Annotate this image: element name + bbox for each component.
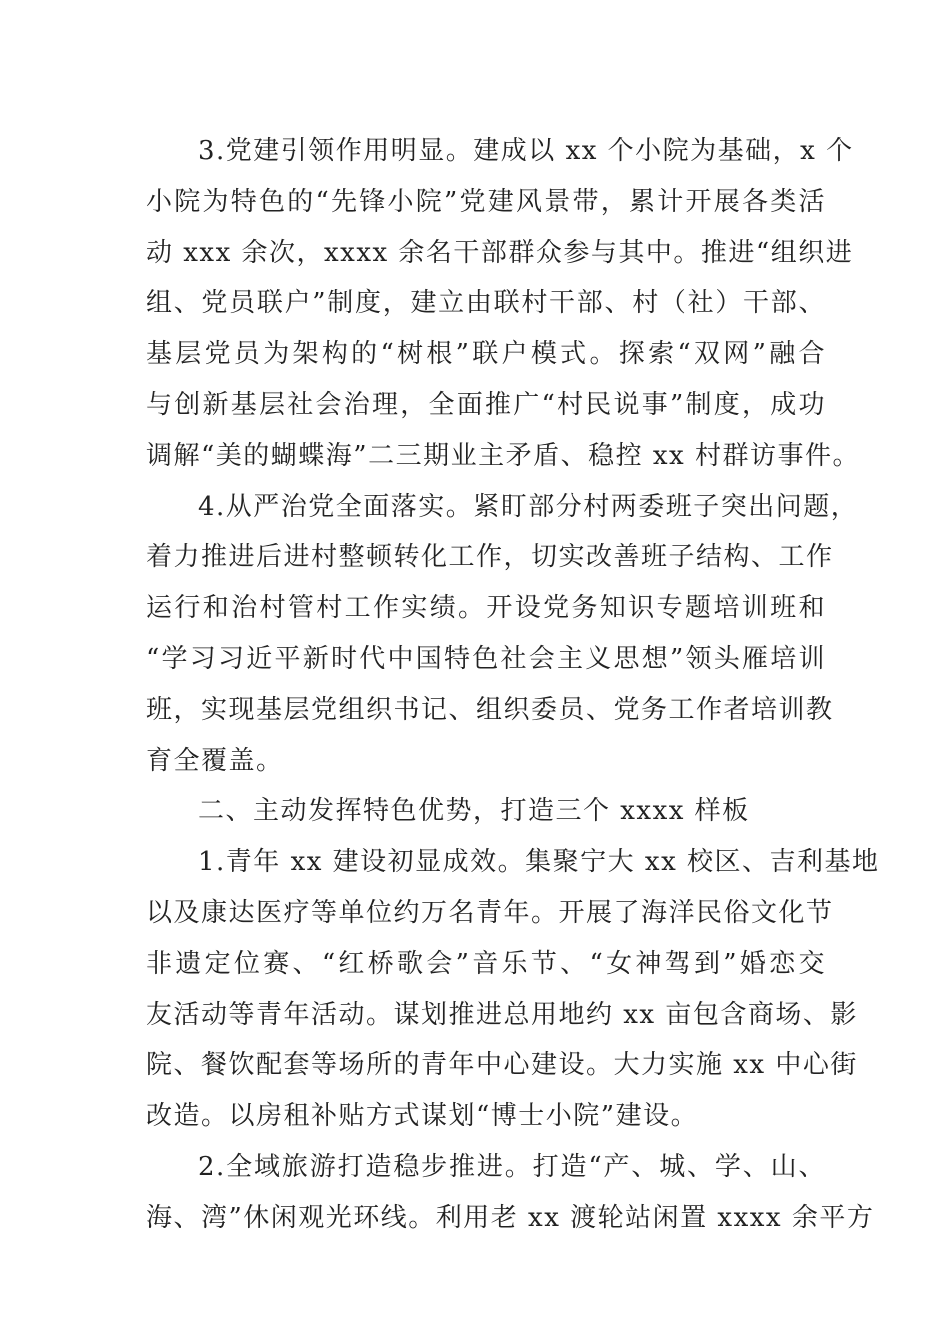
paragraph-1-line-1: 1.青年 xx 建设初显成效。集聚宁大 xx 校区、吉利基地: [198, 847, 880, 878]
paragraph-2-line-2: 海、湾”休闲观光环线。利用老 xx 渡轮站闲置 xxxx 余平方: [146, 1202, 875, 1233]
paragraph-2-line-1: 2.全域旅游打造稳步推进。打造“产、城、学、山、: [198, 1151, 826, 1182]
paragraph-3-line-2: 小院为特色的“先锋小院”党建风景带，累计开展各类活: [146, 186, 826, 217]
paragraph-4-line-6: 育全覆盖。: [146, 745, 284, 776]
paragraph-4-line-5: 班，实现基层党组织书记、组织委员、党务工作者培训教: [146, 694, 834, 725]
paragraph-1-line-4: 友活动等青年活动。谋划推进总用地约 xx 亩包含商场、影: [146, 999, 858, 1030]
paragraph-1-line-3: 非遗定位赛、“红桥歌会”音乐节、“女神驾到”婚恋交: [146, 948, 826, 979]
paragraph-4-line-2: 着力推进后进村整顿转化工作，切实改善班子结构、工作: [146, 542, 834, 573]
document-body: [146, 126, 880, 1244]
paragraph-1-line-6: 改造。以房租补贴方式谋划“博士小院”建设。: [146, 1101, 699, 1132]
paragraph-3-line-6: 与创新基层社会治理，全面推广“村民说事”制度，成功: [146, 389, 826, 420]
paragraph-3-line-4: 组、党员联户”制度，建立由联村干部、村（社）干部、: [146, 288, 826, 319]
paragraph-4-line-3: 运行和治村管村工作实绩。开设党务知识专题培训班和: [146, 593, 826, 624]
paragraph-4-line-1: 4.从严治党全面落实。紧盯部分村两委班子突出问题，: [198, 491, 859, 522]
paragraph-1-line-2: 以及康达医疗等单位约万名青年。开展了海洋民俗文化节: [146, 897, 834, 928]
paragraph-3-line-1: 3.党建引领作用明显。建成以 xx 个小院为基础，x 个: [198, 136, 854, 166]
paragraph-4-line-4: “学习习近平新时代中国特色社会主义思想”领头雁培训: [146, 643, 826, 674]
paragraph-3-line-3: 动 xxx 余次，xxxx 余名干部群众参与其中。推进“组织进: [146, 237, 854, 268]
paragraph-3-line-7: 调解“美的蝴蝶海”二三期业主矛盾、稳控 xx 村群访事件。: [146, 440, 860, 471]
section-heading: 二、主动发挥特色优势，打造三个 xxxx 样板: [198, 796, 750, 827]
paragraph-1-line-5: 院、餐饮配套等场所的青年中心建设。大力实施 xx 中心街: [146, 1050, 858, 1081]
paragraph-3-line-5: 基层党员为架构的“树根”联户模式。探索“双网”融合: [146, 339, 826, 370]
